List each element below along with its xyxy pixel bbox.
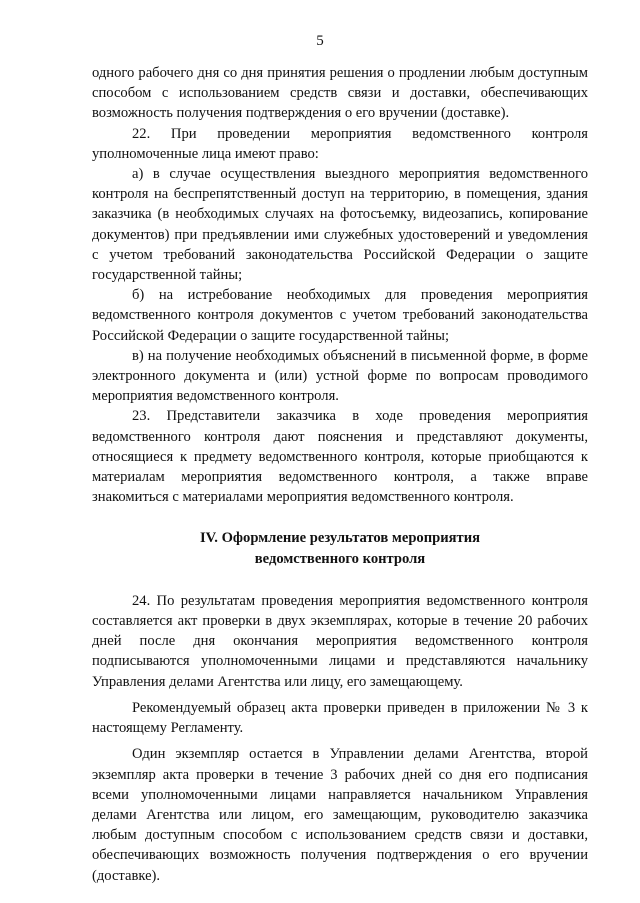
paragraph-22-v: в) на получение необходимых объяснений в письменной форме, в форме электронного документа и (или) устной форме по вопросам проводимого мероприятия ведомственного контроля. <box>92 347 588 405</box>
paragraph-copies: Один экземпляр остается в Управлении делами Агентства, второй экземпляр акта проверки в течение 3 рабочих дней со дня его подписания всеми уполномоченными лицами направляется начальником Управления делами Агентства или лицом, его замещающим, руководителю заказчика любым доступным способом с использованием средств связи и доставки, обеспечивающих возможность получения подтверждения о его вручении (доставке). <box>92 746 588 884</box>
section-heading-line-1: IV. Оформление результатов мероприятия <box>199 530 481 547</box>
section-heading <box>92 528 588 568</box>
paragraph-23: 23. Представители заказчика в ходе проведения мероприятия ведомственного контроля дают пояснения и представляют документы, относящиеся к предмету ведомственного контроля, которые приобщаются к материалам мероприятия ведомственного контроля, а также вправе знакомиться с материалами мероприятия ведомственного контроля. <box>92 408 588 506</box>
paragraph-22-a: а) в случае осуществления выездного мероприятия ведомственного контроля на беспрепятственный доступ на территорию, в помещения, здания заказчика (в необходимых случаях на фотосъемку, видеозапись, копирование документов) при предъявлении ими служебных удостоверений и уведомления с учетом требований законодательства Российской Федерации о защите государственной тайны; <box>92 166 588 284</box>
paragraph-24: 24. По результатам проведения мероприятия ведомственного контроля составляется акт проверки в двух экземплярах, которые в течение 20 рабочих дней после дня окончания мероприятия ведомственного контроля подписываются уполномоченными лицами и представляются начальнику Управления делами Агентства или лицу, его замещающему. <box>92 592 588 690</box>
paragraph-22-b: б) на истребование необходимых для проведения мероприятия ведомственного контроля документов с учетом требований законодательства Российской Федерации о защите государственной тайны; <box>92 287 588 344</box>
paragraph-sample-act: Рекомендуемый образец акта проверки приведен в приложении № 3 к настоящему Регламенту. <box>92 699 588 737</box>
paragraph-22: 22. При проведении мероприятия ведомственного контроля уполномоченные лица имеют право: <box>92 125 588 162</box>
section-heading-line-2: ведомственного контроля <box>254 550 426 567</box>
paragraph-continuation: одного рабочего дня со дня принятия решения о продлении любым доступным способом с использованием средств связи и доставки, обеспечивающих возможность получения подтверждения о его вручении (доставке). <box>92 65 588 122</box>
document-body <box>92 63 588 886</box>
page-number: 5 <box>316 33 324 49</box>
